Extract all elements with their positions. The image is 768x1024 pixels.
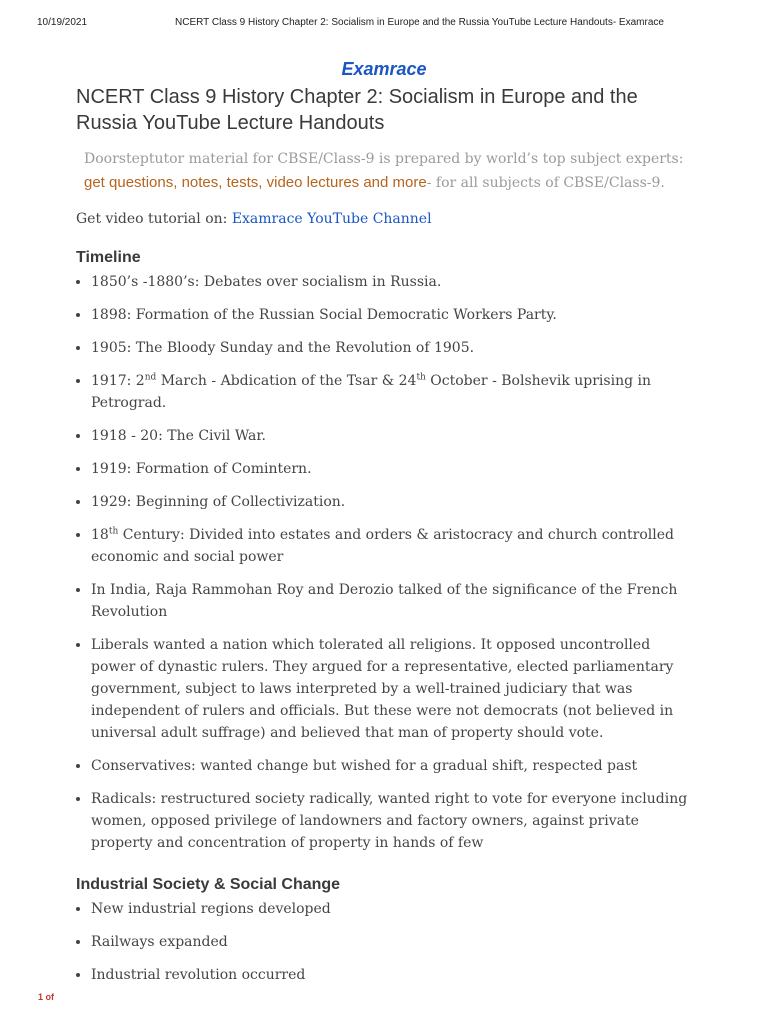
intro-paragraph xyxy=(84,148,696,195)
print-date: 10/19/2021 xyxy=(37,17,88,28)
video-label: Get video tutorial on: xyxy=(76,211,232,227)
intro-prefix: Doorsteptutor material for CBSE/Class-9 is prepared by world’s top subject experts: xyxy=(84,151,684,167)
list-item: • 1929: Beginning of Collectivization. xyxy=(91,491,696,513)
item-text: 18 xyxy=(91,527,109,543)
list-item: • Conservatives: wanted change but wished for a gradual shift, respected past xyxy=(91,755,696,777)
list-item: • In India, Raja Rammohan Roy and Derozio talked of the significance of the French Revolution xyxy=(91,579,696,623)
youtube-channel-link[interactable]: Examrace YouTube Channel xyxy=(231,211,432,227)
item-text: Century: Divided into estates and orders & aristocracy and church controlled economic and social power xyxy=(91,527,674,565)
intro-highlight-link[interactable]: get questions, notes, tests, video lectures and more xyxy=(84,174,427,191)
item-text: 1917: 2 xyxy=(91,373,145,389)
page-title: NCERT Class 9 History Chapter 2: Socialism in Europe and the Russia YouTube Lecture Handouts xyxy=(76,86,638,134)
timeline-heading: Timeline xyxy=(76,249,141,266)
list-item: • 1919: Formation of Comintern. xyxy=(91,458,696,480)
list-item: • Railways expanded xyxy=(91,931,696,953)
list-item: • Radicals: restructured society radically, wanted right to vote for everyone including women, opposed privilege of landowners and factory owners, against private property and concentration of property in hands of few xyxy=(91,788,696,854)
list-item: • 1905: The Bloody Sunday and the Revolution of 1905. xyxy=(91,337,696,359)
list-item: • 1898: Formation of the Russian Social Democratic Workers Party. xyxy=(91,304,696,326)
intro-suffix: - for all subjects of CBSE/Class-9. xyxy=(426,175,665,191)
page-content xyxy=(76,84,696,997)
list-item: • New industrial regions developed xyxy=(91,898,696,920)
print-header xyxy=(0,0,768,28)
list-item: • 1850’s -1880’s: Debates over socialism in Russia. xyxy=(91,271,696,293)
page-number: 1 of xyxy=(38,992,55,1002)
item-text: October - Bolshevik uprising in Petrograd. xyxy=(91,373,651,411)
list-item xyxy=(91,524,696,568)
timeline-list xyxy=(76,271,696,854)
superscript: th xyxy=(108,526,119,537)
brand-logo-text[interactable]: Examrace xyxy=(341,59,427,79)
video-tutorial-line xyxy=(76,211,696,227)
industrial-heading: Industrial Society & Social Change xyxy=(76,876,341,893)
superscript: th xyxy=(416,372,426,383)
superscript: nd xyxy=(144,372,157,383)
print-doc-title: NCERT Class 9 History Chapter 2: Socialism in Europe and the Russia YouTube Lecture Handouts- Examrace xyxy=(175,17,664,28)
list-item xyxy=(91,370,696,414)
list-item: • Industrial revolution occurred xyxy=(91,964,696,986)
list-item: • Liberals wanted a nation which tolerated all religions. It opposed uncontrolled power of dynastic rulers. They argued for a representative, elected parliamentary government, subject to laws interpreted by a well-trained judiciary that was independent of rulers and officials. But these were not democrats (not believed in universal adult suffrage) and believed that man of property should vote. xyxy=(91,634,696,744)
list-item: • 1918 - 20: The Civil War. xyxy=(91,425,696,447)
industrial-list xyxy=(76,898,696,986)
item-text: March - Abdication of the Tsar & 24 xyxy=(156,373,417,389)
